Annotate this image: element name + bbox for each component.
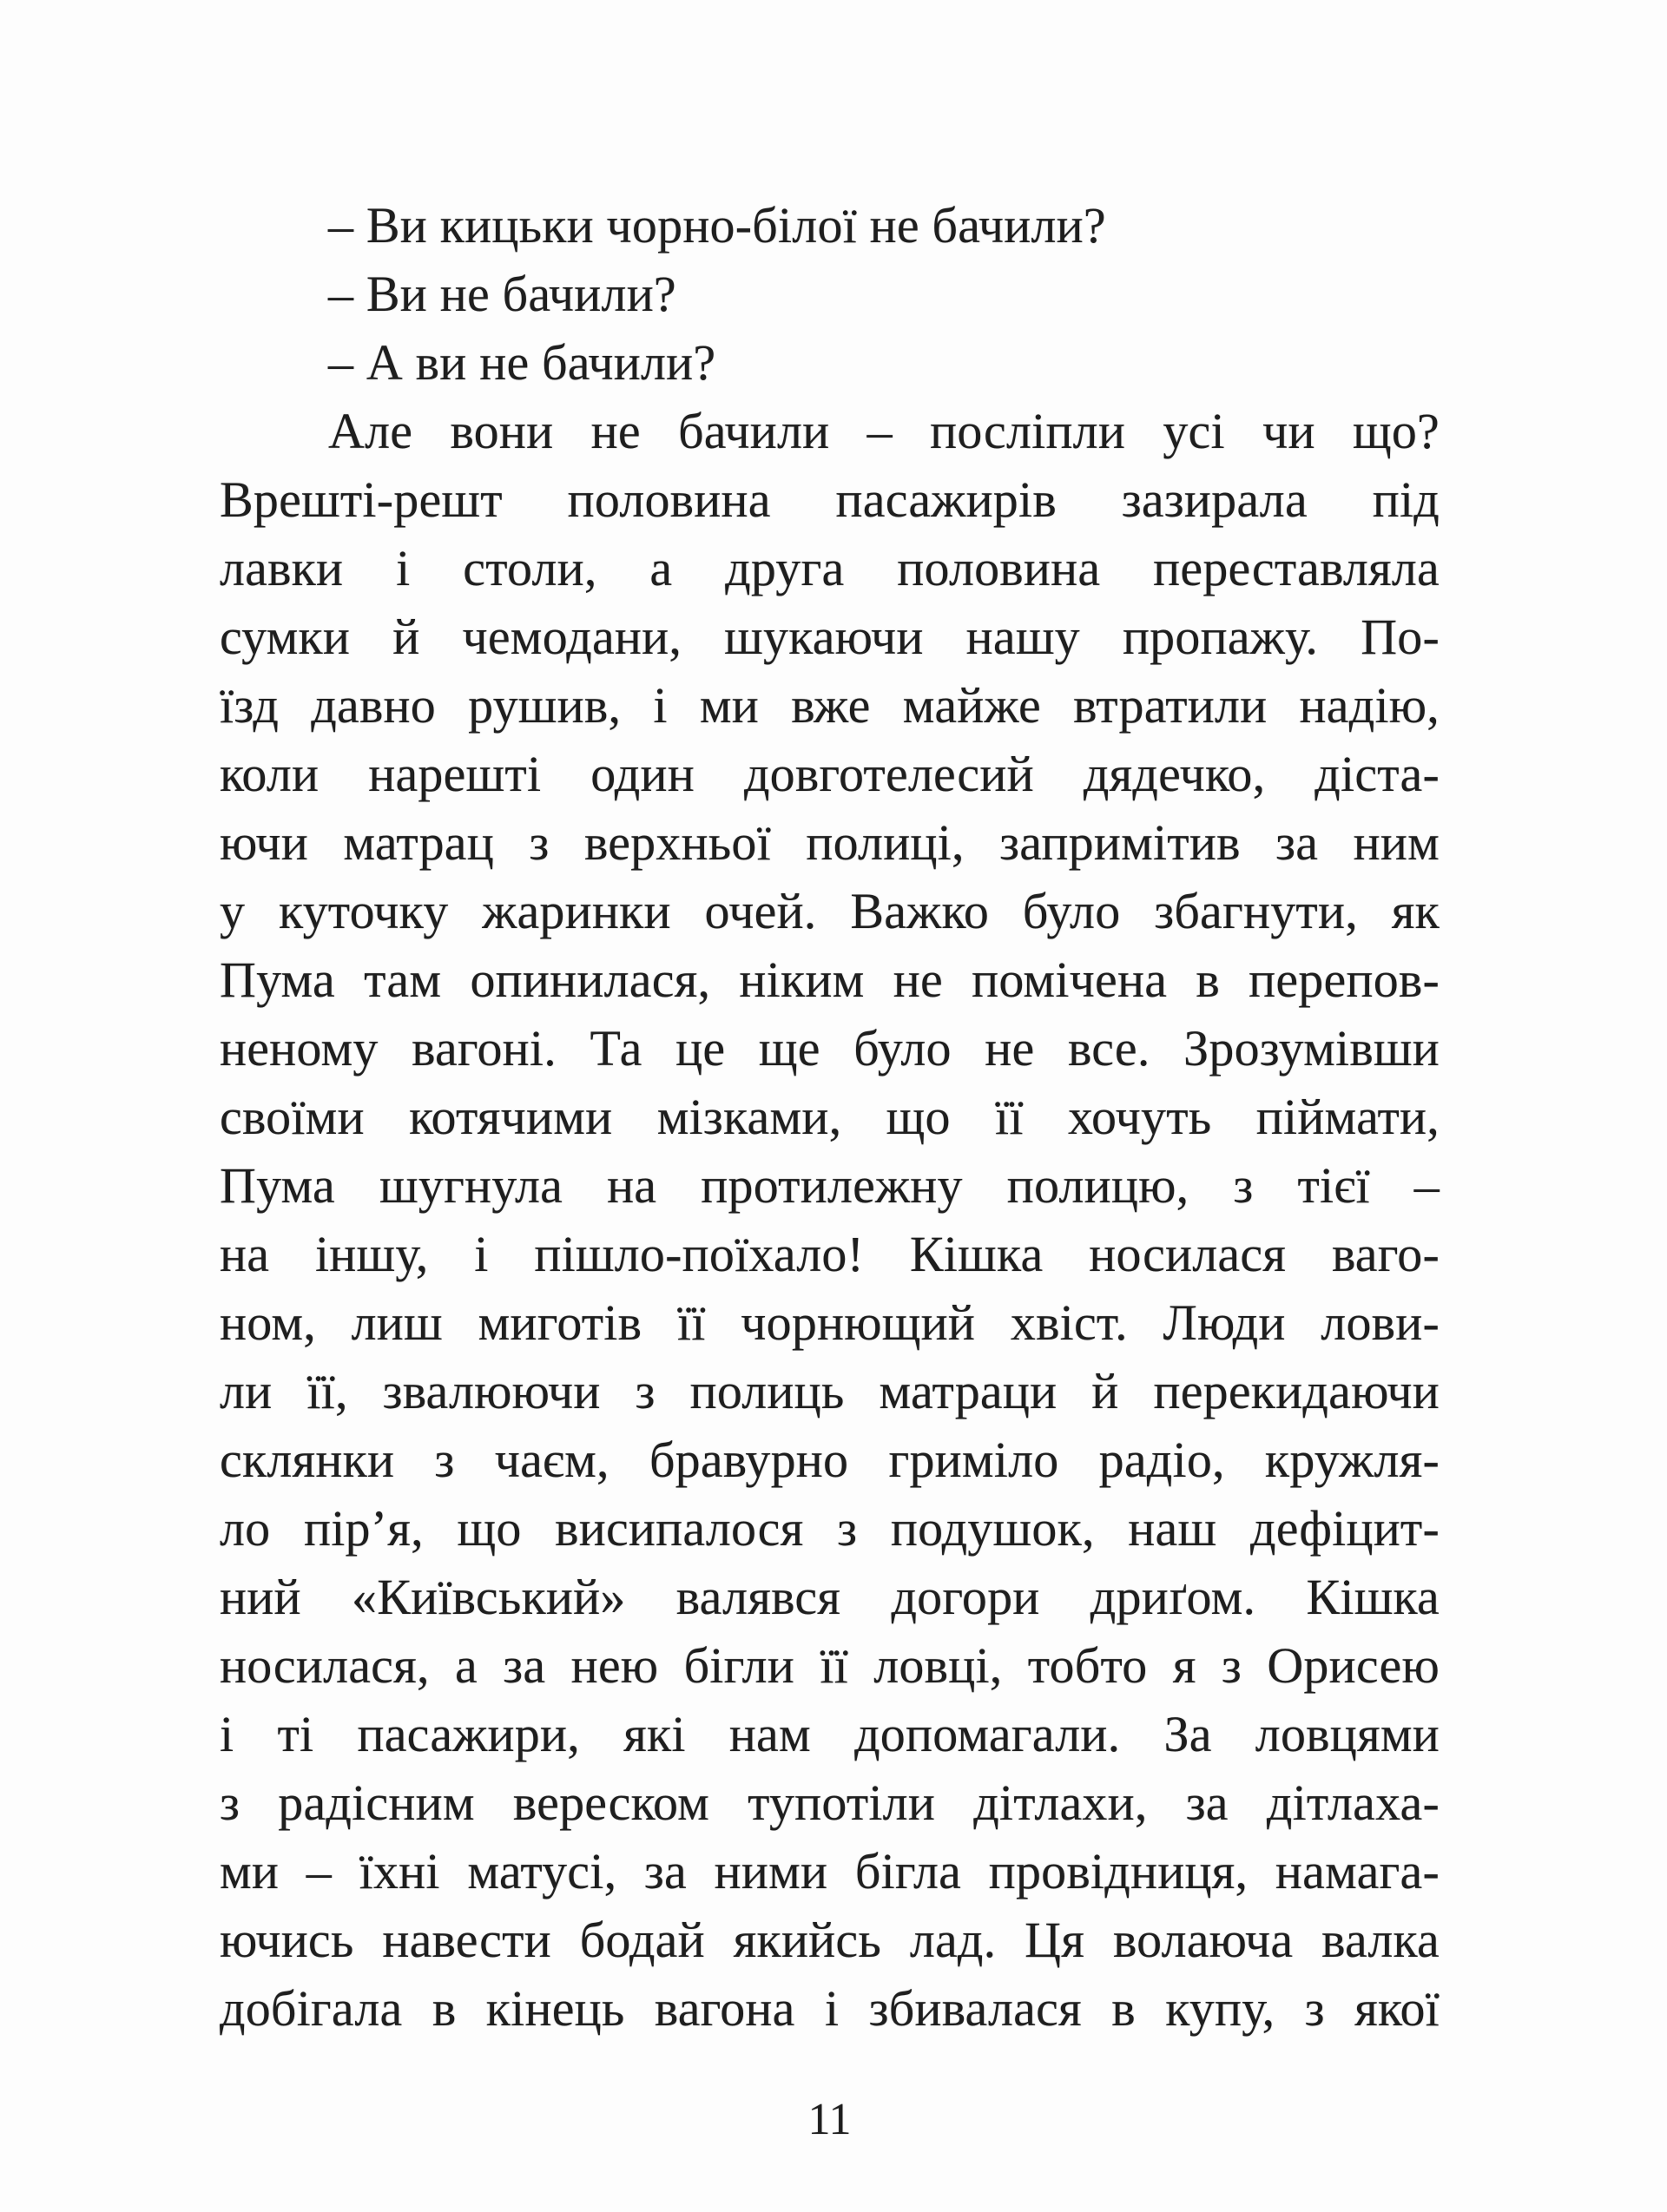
text-line: Але вони не бачили – посліпли усі чи що?: [328, 403, 1440, 459]
text-line: ний «Київський» валявся догори дриґом. Кішка: [220, 1569, 1440, 1625]
text-line: ном, лиш миготів її чорнющий хвіст. Люди лови-: [220, 1294, 1440, 1351]
text-line: у куточку жаринки очей. Важко було збагнути, як: [220, 883, 1440, 939]
page-number: 11: [807, 2095, 852, 2144]
text-line: Врешті-решт половина пасажирів зазирала під: [220, 471, 1440, 528]
text-line: склянки з чаєм, бравурно гриміло радіо, кружля-: [220, 1432, 1440, 1488]
text-line: Пума там опинилася, ніким не помічена в перепов-: [220, 951, 1440, 1008]
text-line: ло пір’я, що висипалося з подушок, наш дефіцит-: [220, 1500, 1440, 1557]
text-line: своїми котячими мізками, що її хочуть піймати,: [220, 1089, 1440, 1145]
text-line: на іншу, і пішло-поїхало! Кішка носилася ваго-: [220, 1226, 1440, 1282]
text-line: – Ви кицьки чорно-білої не бачили?: [328, 197, 1106, 253]
text-line: ми – їхні матусі, за ними бігла провідниця, намага-: [220, 1843, 1440, 1899]
text-line: з радісним вереском тупотіли дітлахи, за дітлаха-: [220, 1774, 1440, 1831]
text-line: коли нарешті один довготелесий дядечко, діста-: [220, 746, 1440, 802]
text-line: носилася, а за нею бігли її ловці, тобто я з Орисею: [220, 1637, 1440, 1694]
text-block: [220, 191, 1440, 2043]
text-line: добігала в кінець вагона і збивалася в купу, з якої: [220, 1980, 1440, 2037]
text-line: ючись навести бодай якийсь лад. Ця волаюча валка: [220, 1912, 1440, 1968]
text-line: – Ви не бачили?: [328, 266, 676, 322]
text-line: і ті пасажири, які нам допомагали. За ловцями: [220, 1706, 1440, 1762]
text-line: неному вагоні. Та це ще було не все. Зрозумівши: [220, 1020, 1440, 1076]
text-line: Пума шугнула на протилежну полицю, з тієї –: [220, 1157, 1440, 1214]
text-line: їзд давно рушив, і ми вже майже втратили надію,: [220, 677, 1440, 734]
text-line: ючи матрац з верхньої полиці, запримітив за ним: [220, 814, 1440, 871]
text-line: лавки і столи, а друга половина переставляла: [220, 540, 1440, 596]
text-line: сумки й чемодани, шукаючи нашу пропажу. По-: [220, 609, 1440, 665]
text-line: – А ви не бачили?: [328, 334, 716, 391]
text-line: ли її, звалюючи з полиць матраци й перекидаючи: [220, 1363, 1440, 1419]
